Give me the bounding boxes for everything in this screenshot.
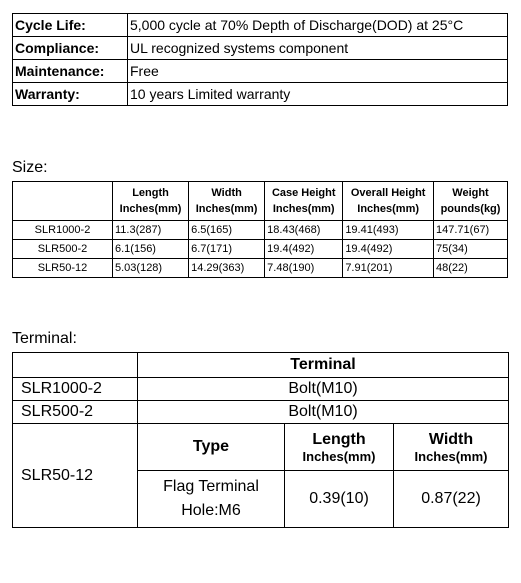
size-header-width: Width Inches(mm): [189, 182, 265, 221]
size-cell: 19.4(492): [265, 240, 343, 259]
size-cell: 5.03(128): [113, 259, 189, 278]
spec-value: UL recognized systems component: [128, 37, 508, 60]
table-row: [13, 221, 508, 240]
size-cell: 11.3(287): [113, 221, 189, 240]
size-cell: 48(22): [434, 259, 508, 278]
size-table: [12, 181, 508, 278]
size-cell: 6.1(156): [113, 240, 189, 259]
size-cell: 75(34): [434, 240, 508, 259]
spec-table: [12, 13, 508, 106]
terminal-model: SLR50-12: [13, 424, 138, 528]
size-header-overall-height: Overall Height Inches(mm): [343, 182, 434, 221]
size-header-empty: [13, 182, 113, 221]
terminal-value: Bolt(M10): [138, 401, 509, 424]
terminal-model: SLR500-2: [13, 401, 138, 424]
size-cell: 7.91(201): [343, 259, 434, 278]
size-cell: 19.41(493): [343, 221, 434, 240]
size-header-row: [13, 182, 508, 221]
spec-row: [13, 37, 508, 60]
terminal-length-value: 0.39(10): [285, 471, 394, 528]
spec-key: Maintenance:: [13, 60, 128, 83]
spec-key: Warranty:: [13, 83, 128, 106]
terminal-model: SLR1000-2: [13, 378, 138, 401]
size-cell: 147.71(67): [434, 221, 508, 240]
size-cell: 19.4(492): [343, 240, 434, 259]
terminal-table: [12, 352, 509, 528]
size-cell: 14.29(363): [189, 259, 265, 278]
spec-row: [13, 83, 508, 106]
terminal-width-value: 0.87(22): [394, 471, 509, 528]
table-row: [13, 259, 508, 278]
size-header-case-height: Case Height Inches(mm): [265, 182, 343, 221]
size-model: SLR50-12: [13, 259, 113, 278]
table-row: [13, 240, 508, 259]
terminal-title: Terminal:: [12, 330, 77, 347]
spec-value: Free: [128, 60, 508, 83]
size-cell: 6.5(165): [189, 221, 265, 240]
table-row: [13, 424, 509, 471]
size-title: Size:: [12, 159, 48, 176]
terminal-value: Bolt(M10): [138, 378, 509, 401]
size-header-length: Length Inches(mm): [113, 182, 189, 221]
table-row: [13, 401, 509, 424]
terminal-header: Terminal: [138, 353, 509, 378]
terminal-length-header: Length Inches(mm): [285, 424, 394, 471]
terminal-type-header: Type: [138, 424, 285, 471]
terminal-width-header: Width Inches(mm): [394, 424, 509, 471]
table-row: [13, 378, 509, 401]
size-model: SLR500-2: [13, 240, 113, 259]
size-cell: 18.43(468): [265, 221, 343, 240]
size-cell: 7.48(190): [265, 259, 343, 278]
size-cell: 6.7(171): [189, 240, 265, 259]
size-header-weight: Weight pounds(kg): [434, 182, 508, 221]
size-model: SLR1000-2: [13, 221, 113, 240]
spec-row: [13, 14, 508, 37]
spec-key: Cycle Life:: [13, 14, 128, 37]
terminal-header-row: [13, 353, 509, 378]
spec-key: Compliance:: [13, 37, 128, 60]
spec-value: 5,000 cycle at 70% Depth of Discharge(DOD) at 25°C: [128, 14, 508, 37]
spec-row: [13, 60, 508, 83]
terminal-header-empty: [13, 353, 138, 378]
spec-value: 10 years Limited warranty: [128, 83, 508, 106]
terminal-type-value: Flag Terminal Hole:M6: [138, 471, 285, 528]
